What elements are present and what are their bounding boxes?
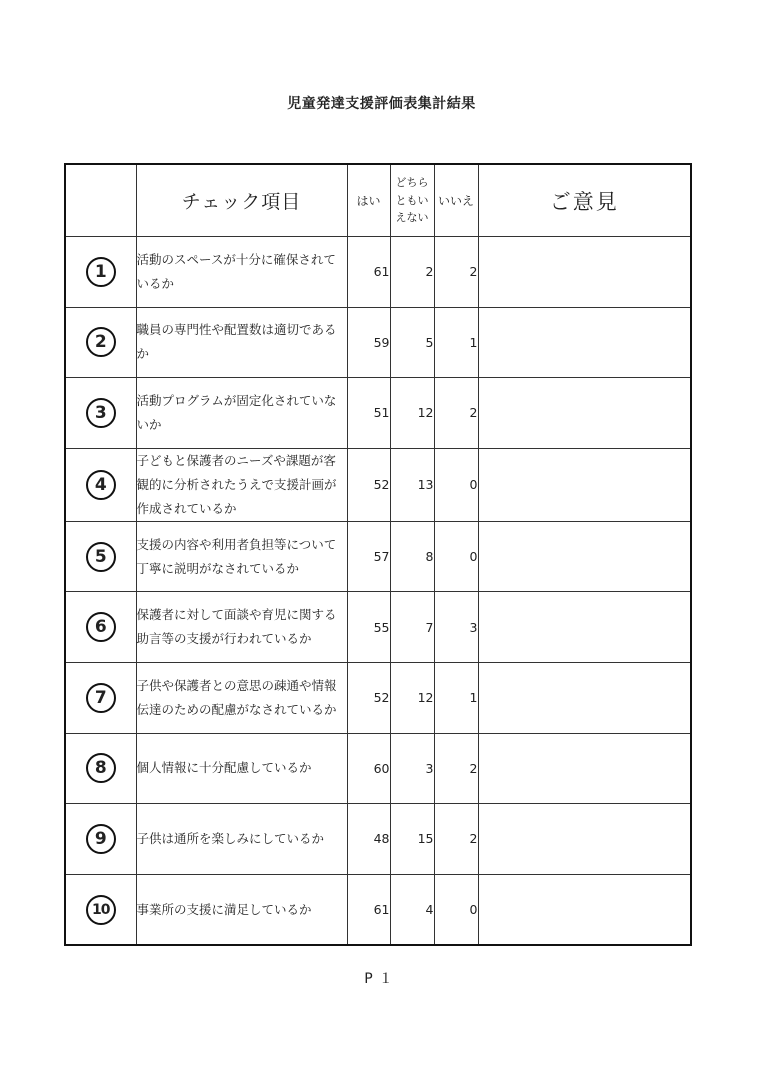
document-title: 児童発達支援評価表集計結果 <box>287 96 476 112</box>
no-count: 1 <box>434 662 478 733</box>
row-number-cell <box>65 592 136 663</box>
neither-count: 15 <box>390 804 434 875</box>
opinion-cell <box>478 448 691 521</box>
header-opinion: ご意見 <box>478 164 691 237</box>
neither-count: 7 <box>390 592 434 663</box>
check-item-text: 活動のスペースが十分に確保されているか <box>136 237 347 308</box>
table-row <box>65 237 691 308</box>
circled-number: 10 <box>86 895 116 925</box>
table-row <box>65 521 691 592</box>
no-count: 0 <box>434 448 478 521</box>
row-number-cell <box>65 874 136 945</box>
table-row <box>65 378 691 449</box>
opinion-cell <box>478 378 691 449</box>
table-row <box>65 874 691 945</box>
opinion-cell <box>478 662 691 733</box>
check-item-text: 子供は通所を楽しみにしているか <box>136 804 347 875</box>
neither-count: 2 <box>390 237 434 308</box>
opinion-cell <box>478 237 691 308</box>
check-item-text: 子供や保護者との意思の疎通や情報伝達のための配慮がなされているか <box>136 662 347 733</box>
neither-count: 12 <box>390 662 434 733</box>
check-item-text: 保護者に対して面談や育児に関する助言等の支援が行われているか <box>136 592 347 663</box>
row-number-cell <box>65 237 136 308</box>
no-count: 2 <box>434 378 478 449</box>
circled-number: 1 <box>86 257 116 287</box>
table-body <box>65 237 691 946</box>
header-no: いいえ <box>434 164 478 237</box>
row-number-cell <box>65 448 136 521</box>
table-row <box>65 592 691 663</box>
no-count: 1 <box>434 307 478 378</box>
opinion-cell <box>478 733 691 804</box>
circled-number: 3 <box>86 398 116 428</box>
opinion-cell <box>478 592 691 663</box>
yes-count: 52 <box>347 662 390 733</box>
circled-number: 7 <box>86 683 116 713</box>
neither-count: 4 <box>390 874 434 945</box>
neither-count: 3 <box>390 733 434 804</box>
check-item-text: 職員の専門性や配置数は適切であるか <box>136 307 347 378</box>
header-number <box>65 164 136 237</box>
opinion-cell <box>478 804 691 875</box>
circled-number: 9 <box>86 824 116 854</box>
circled-number: 6 <box>86 612 116 642</box>
header-neither: どちらともいえない <box>390 164 434 237</box>
check-item-text: 事業所の支援に満足しているか <box>136 874 347 945</box>
no-count: 2 <box>434 237 478 308</box>
neither-count: 8 <box>390 521 434 592</box>
yes-count: 52 <box>347 448 390 521</box>
no-count: 0 <box>434 521 478 592</box>
check-item-text: 支援の内容や利用者負担等について丁寧に説明がなされているか <box>136 521 347 592</box>
neither-count: 13 <box>390 448 434 521</box>
row-number-cell <box>65 521 136 592</box>
circled-number: 4 <box>86 470 116 500</box>
evaluation-table <box>64 163 692 946</box>
row-number-cell <box>65 307 136 378</box>
header-yes: はい <box>347 164 390 237</box>
yes-count: 59 <box>347 307 390 378</box>
row-number-cell <box>65 378 136 449</box>
yes-count: 51 <box>347 378 390 449</box>
table-row <box>65 662 691 733</box>
no-count: 3 <box>434 592 478 663</box>
table-row <box>65 733 691 804</box>
row-number-cell <box>65 804 136 875</box>
no-count: 2 <box>434 804 478 875</box>
opinion-cell <box>478 874 691 945</box>
opinion-cell <box>478 521 691 592</box>
circled-number: 8 <box>86 753 116 783</box>
table-row <box>65 448 691 521</box>
header-check-item: チェック項目 <box>136 164 347 237</box>
no-count: 2 <box>434 733 478 804</box>
yes-count: 48 <box>347 804 390 875</box>
row-number-cell <box>65 733 136 804</box>
circled-number: 5 <box>86 542 116 572</box>
check-item-text: 個人情報に十分配慮しているか <box>136 733 347 804</box>
yes-count: 60 <box>347 733 390 804</box>
opinion-cell <box>478 307 691 378</box>
check-item-text: 子どもと保護者のニーズや課題が客観的に分析されたうえで支援計画が作成されているか <box>136 448 347 521</box>
neither-count: 5 <box>390 307 434 378</box>
table-row <box>65 804 691 875</box>
no-count: 0 <box>434 874 478 945</box>
table-header-row <box>65 164 691 237</box>
neither-count: 12 <box>390 378 434 449</box>
table-row <box>65 307 691 378</box>
yes-count: 55 <box>347 592 390 663</box>
yes-count: 57 <box>347 521 390 592</box>
check-item-text: 活動プログラムが固定化されていないか <box>136 378 347 449</box>
yes-count: 61 <box>347 874 390 945</box>
circled-number: 2 <box>86 327 116 357</box>
page-number: P１ <box>364 971 399 987</box>
row-number-cell <box>65 662 136 733</box>
yes-count: 61 <box>347 237 390 308</box>
